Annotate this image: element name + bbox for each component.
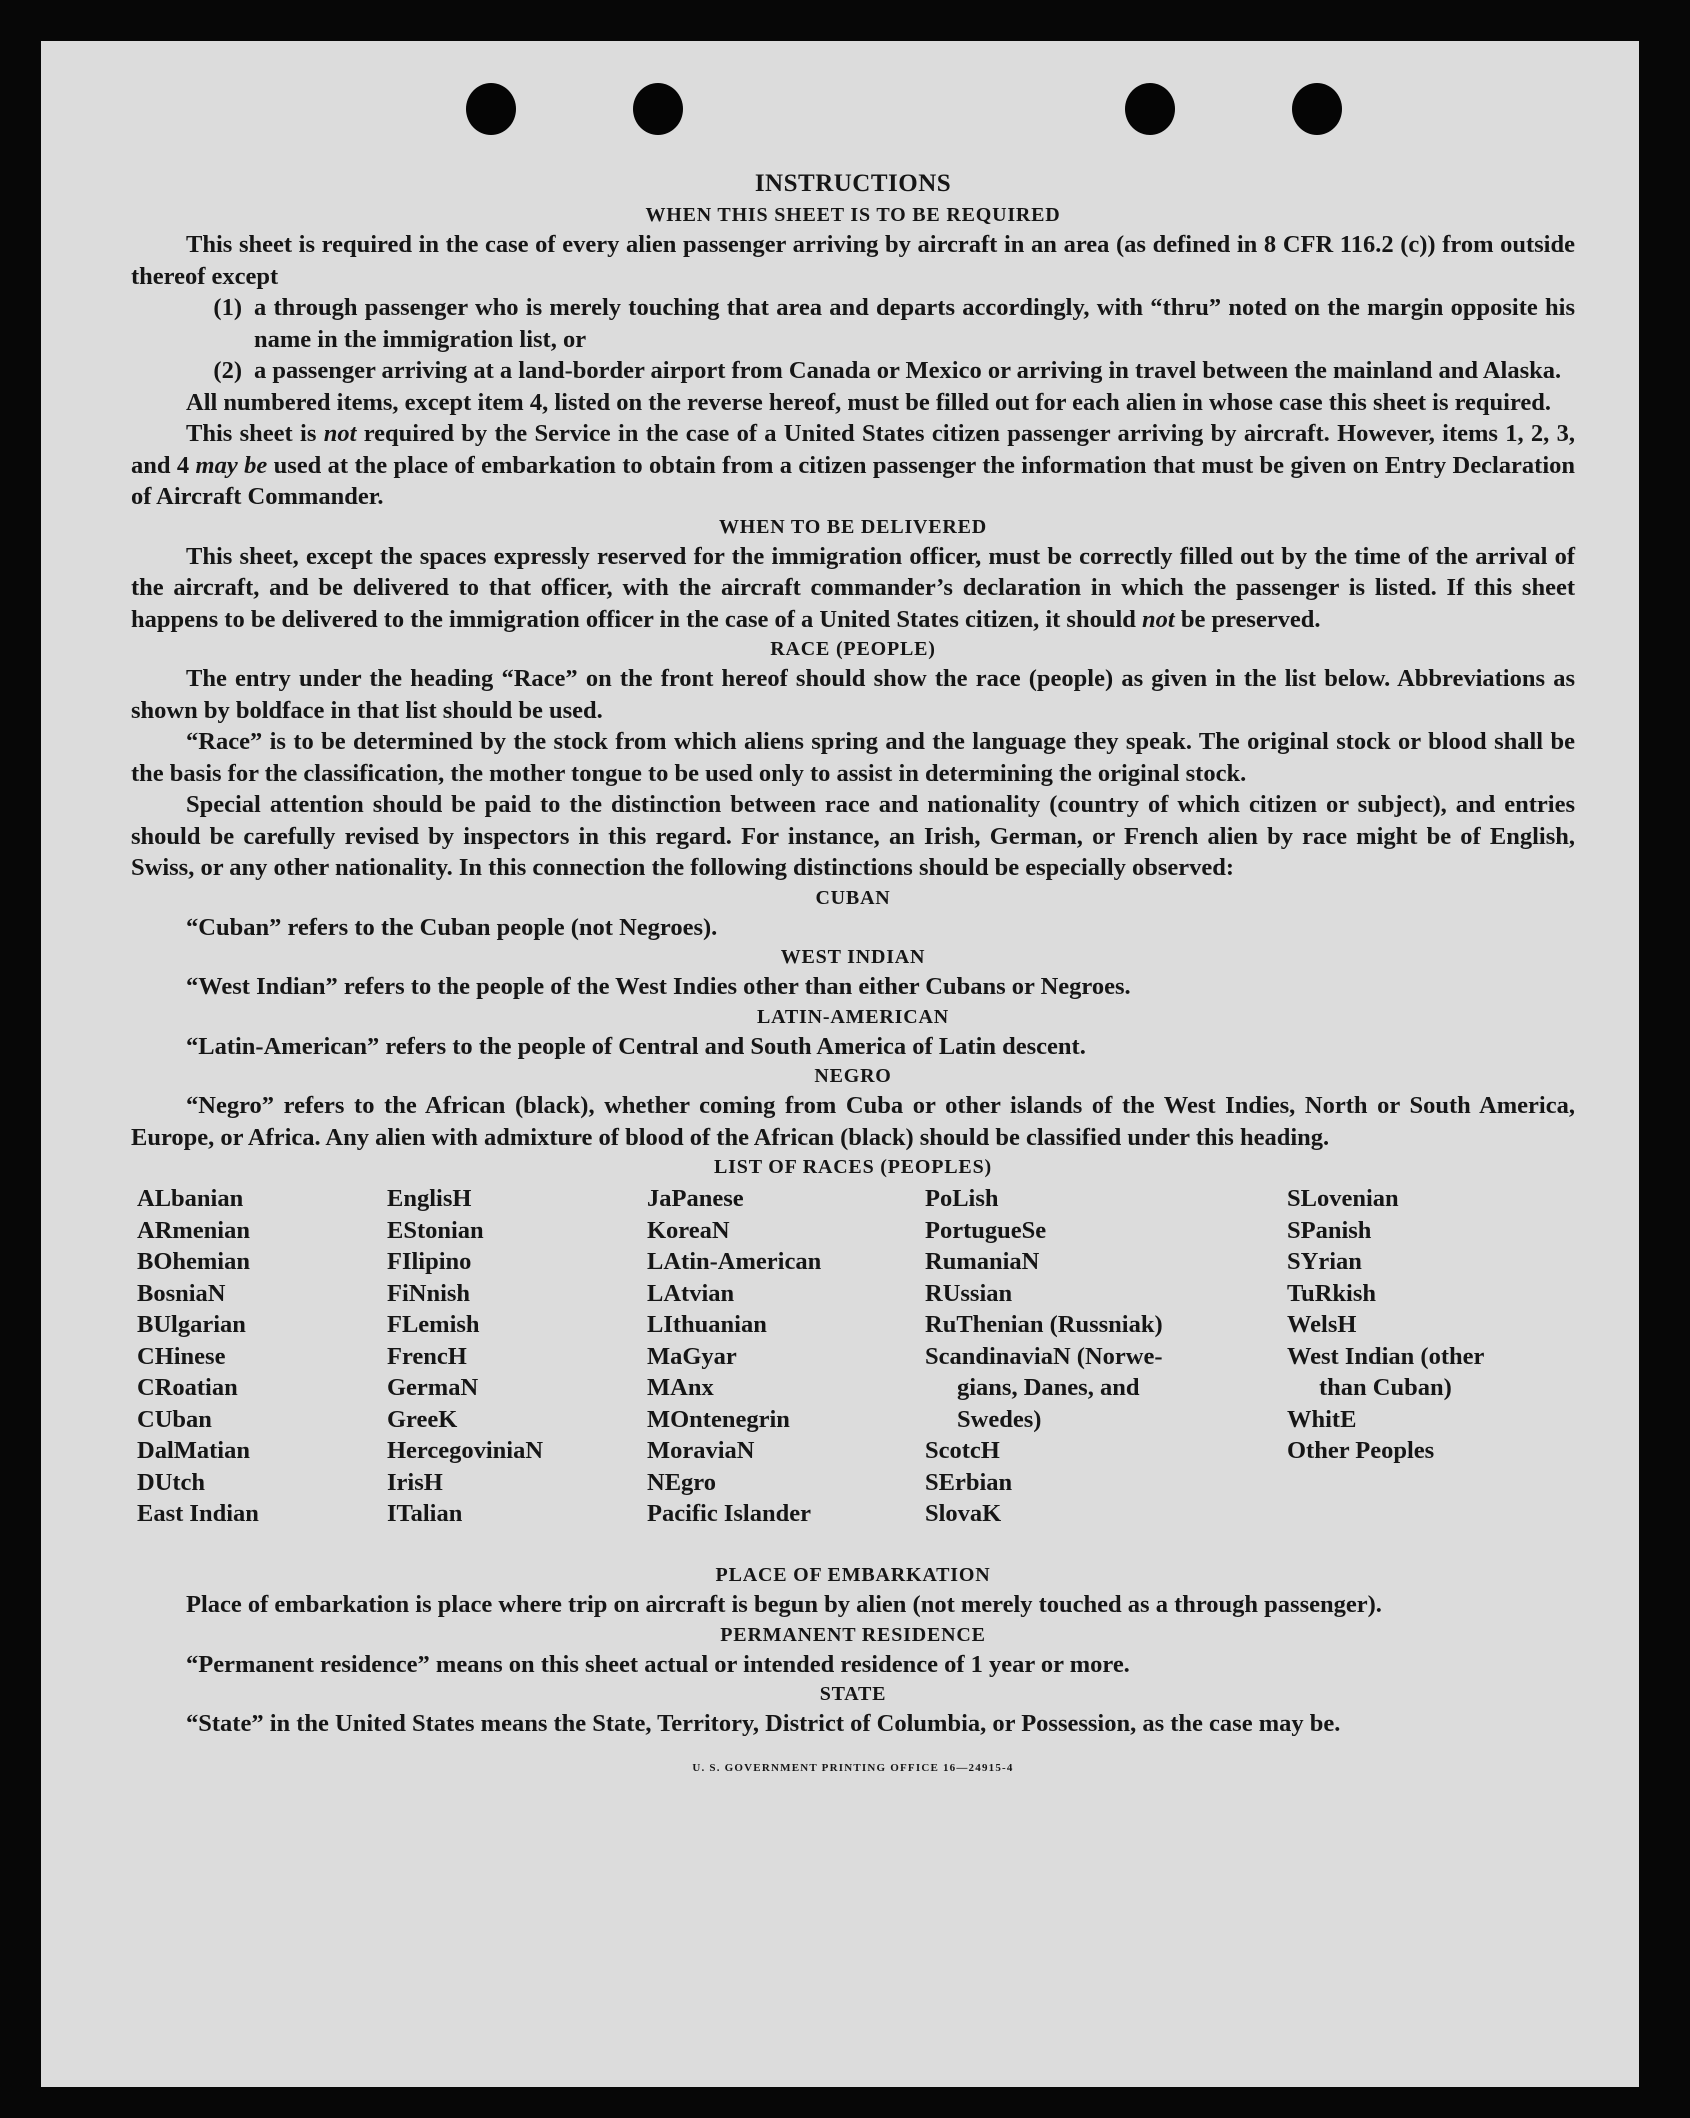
race-item-continued: gians, Danes, and	[957, 1374, 1140, 1401]
section-heading-west-indian: WEST INDIAN	[780, 946, 926, 968]
list-item-number: (1)	[213, 294, 242, 321]
race-column-5	[1287, 1183, 1484, 1467]
race-item: BosniaN	[137, 1279, 226, 1307]
race-item: FrencH	[387, 1342, 467, 1370]
race-item: MOntenegrin	[647, 1405, 790, 1433]
race-item: SErbian	[925, 1468, 1013, 1496]
race-item: SLovenian	[1287, 1185, 1399, 1212]
race-item-continued: than Cuban)	[1319, 1374, 1452, 1401]
instruction-sheet	[41, 41, 1639, 2087]
race-item: BUlgarian	[137, 1311, 246, 1338]
race-column-1	[137, 1183, 259, 1530]
race-item: SlovaK	[925, 1500, 1002, 1527]
printer-imprint: U. S. GOVERNMENT PRINTING OFFICE 16—24915-4	[692, 1761, 1014, 1774]
race-item: PortugueSe	[925, 1216, 1047, 1244]
race-item: ALbanian	[137, 1185, 244, 1212]
race-item: RUssian	[925, 1279, 1013, 1307]
list-item	[131, 355, 1575, 387]
paragraph: All numbered items, except item 4, listed on the reverse hereof, must be filled out for each alien in whose case this sheet is required.	[186, 388, 1552, 416]
document-body	[131, 125, 1575, 1774]
race-column-4	[925, 1183, 1163, 1530]
race-item: WelsH	[1287, 1311, 1357, 1338]
race-item: ARmenian	[137, 1216, 250, 1244]
paragraph: Special attention should be paid to the distinction between race and nationality (country of which citizen or subject), and entries should be carefully revised by inspectors in this regard. For instance, an Irish, German, or French alien by race might be of English, Swiss, or any other nationality. In this connection the following distinctions should be especially observed:	[131, 791, 1575, 881]
page-title: INSTRUCTIONS	[754, 170, 952, 197]
list-item-text: a through passenger who is merely touching that area and departs accordingly, with “thru” noted on the margin opposite his name in the immigration list, or	[254, 294, 1575, 353]
paragraph: “Cuban” refers to the Cuban people (not Negroes).	[186, 913, 718, 941]
section-heading-negro: NEGRO	[814, 1065, 892, 1087]
race-item: Pacific Islander	[647, 1500, 811, 1527]
race-item: GreeK	[387, 1405, 458, 1433]
paragraph: “Latin-American” refers to the people of Central and South America of Latin descent.	[186, 1032, 1086, 1060]
race-item: Other Peoples	[1287, 1437, 1435, 1464]
race-item: IrisH	[387, 1468, 443, 1496]
race-item: CRoatian	[137, 1374, 238, 1401]
race-item: CUban	[137, 1405, 212, 1433]
section-heading-race: RACE (PEOPLE)	[770, 638, 936, 660]
paragraph: “Race” is to be determined by the stock from which aliens spring and the language they speak. The original stock or blood shall be the basis for the classification, the mother tongue to be used only to assist in determining the original stock.	[131, 728, 1575, 787]
race-item-continued: Swedes)	[957, 1405, 1042, 1433]
list-item	[131, 292, 1575, 355]
race-item: EnglisH	[387, 1185, 472, 1212]
race-item: RuThenian (Russniak)	[925, 1311, 1163, 1338]
race-item: West Indian (other	[1287, 1342, 1485, 1370]
race-item: EStonian	[387, 1216, 484, 1244]
race-item: KoreaN	[647, 1216, 730, 1244]
race-item: NEgro	[647, 1468, 716, 1496]
paragraph: “Negro” refers to the African (black), whether coming from Cuba or other islands of the West Indies, North or South America, Europe, or Africa. Any alien with admixture of blood of the African (black) should be classified under this heading.	[131, 1092, 1575, 1151]
race-item: LIthuanian	[647, 1311, 767, 1338]
race-column-3	[647, 1183, 821, 1530]
section-heading-embarkation: PLACE OF EMBARKATION	[715, 1564, 991, 1586]
race-item: MoraviaN	[647, 1437, 755, 1464]
race-item: MAnx	[647, 1374, 714, 1401]
paragraph: “State” in the United States means the State, Territory, District of Columbia, or Possession, as the case may be.	[186, 1710, 1341, 1737]
race-item: JaPanese	[647, 1185, 744, 1212]
race-item: FIlipino	[387, 1248, 472, 1275]
paragraph: “Permanent residence” means on this sheet actual or intended residence of 1 year or more.	[186, 1650, 1130, 1678]
section-heading-delivered: WHEN TO BE DELIVERED	[718, 515, 988, 538]
section-heading-latin-american: LATIN-AMERICAN	[757, 1005, 949, 1028]
race-item: GermaN	[387, 1374, 479, 1401]
race-column-2	[387, 1183, 543, 1530]
section-heading-required: WHEN THIS SHEET IS TO BE REQUIRED	[645, 204, 1061, 226]
race-item: SPanish	[1287, 1216, 1372, 1244]
section-heading-list-of-races: LIST OF RACES (PEOPLES)	[714, 1156, 992, 1178]
race-item: SYrian	[1287, 1248, 1362, 1275]
section-heading-residence: PERMANENT RESIDENCE	[720, 1623, 986, 1646]
race-item: PoLish	[925, 1185, 999, 1212]
race-item: TuRkish	[1287, 1279, 1377, 1307]
race-item: ITalian	[387, 1500, 463, 1527]
race-item: HercegoviniaN	[387, 1437, 544, 1464]
paragraph: This sheet, except the spaces expressly reserved for the immigration officer, must be correctly filled out by the time of the arrival of the aircraft, and be delivered to that officer, with the aircraft commander’s declaration in which the passenger is listed. If this sheet happens to be delivered to the immigration officer in the case of a United States citizen, it should not be preserved.	[131, 542, 1575, 633]
race-item: LAtvian	[647, 1279, 735, 1307]
paragraph: “West Indian” refers to the people of the West Indies other than either Cubans or Negroes.	[186, 973, 1131, 1000]
race-item: LAtin-American	[647, 1248, 822, 1275]
section-heading-state: STATE	[819, 1683, 887, 1705]
paragraph: Place of embarkation is place where trip on aircraft is begun by alien (not merely touched as a through passenger).	[186, 1591, 1382, 1618]
paragraph: The entry under the heading “Race” on the front hereof should show the race (people) as given in the list below. Abbreviations as shown by boldface in that list should be used.	[131, 665, 1575, 724]
section-heading-cuban: CUBAN	[815, 886, 891, 909]
race-item: ScotcH	[925, 1437, 1000, 1464]
race-item: FLemish	[387, 1311, 480, 1338]
race-item: WhitE	[1287, 1405, 1357, 1433]
race-item: DalMatian	[137, 1437, 250, 1464]
race-item: FiNnish	[387, 1279, 471, 1307]
race-item: CHinese	[137, 1342, 226, 1370]
list-item-number: (2)	[213, 357, 242, 384]
race-item: DUtch	[137, 1468, 206, 1496]
race-item: BOhemian	[137, 1248, 250, 1275]
race-item: East Indian	[137, 1500, 259, 1527]
list-item-text: a passenger arriving at a land-border airport from Canada or Mexico or arriving in travel between the mainland and Alaska.	[254, 357, 1562, 384]
paragraph: This sheet is not required by the Service in the case of a United States citizen passenger arriving by aircraft. However, items 1, 2, 3, and 4 may be used at the place of embarkation to obtain from a citizen passenger the information that must be given on Entry Declaration of Aircraft Commander.	[131, 420, 1576, 510]
race-item: MaGyar	[647, 1342, 737, 1370]
race-item: RumaniaN	[925, 1248, 1040, 1275]
race-item: ScandinaviaN (Norwe-	[925, 1342, 1163, 1370]
paragraph: This sheet is required in the case of every alien passenger arriving by aircraft in an area (as defined in 8 CFR 116.2 (c)) from outside thereof except	[131, 231, 1575, 290]
race-list	[131, 1183, 1575, 1561]
